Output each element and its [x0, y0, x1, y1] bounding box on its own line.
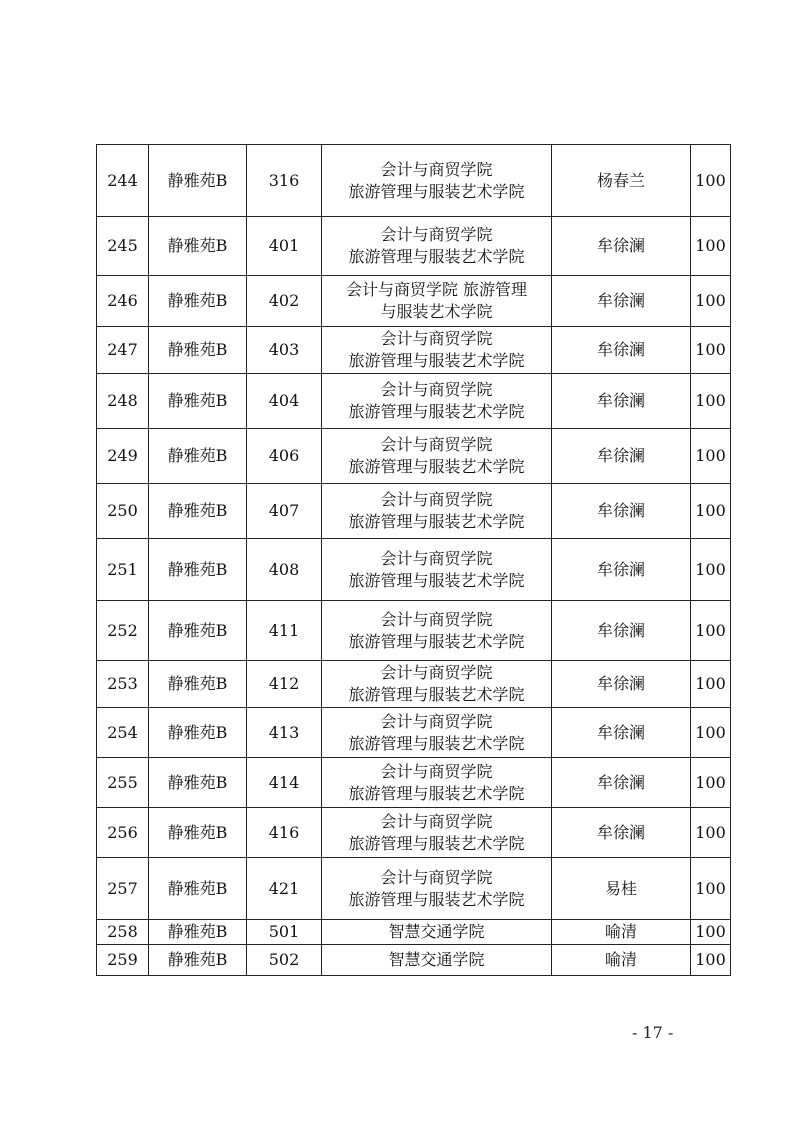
- room-number: 502: [247, 945, 322, 976]
- building-name: 静雅苑B: [149, 858, 247, 920]
- building-name: 静雅苑B: [149, 327, 247, 374]
- college-name: [322, 374, 552, 429]
- table-row: [97, 808, 731, 858]
- room-number: 501: [247, 920, 322, 945]
- college-line: 旅游管理与服装艺术学院: [348, 833, 525, 853]
- college-name: [322, 145, 552, 217]
- college-name: [322, 539, 552, 601]
- table-row: [97, 374, 731, 429]
- responsible-person: 牟徐澜: [552, 758, 691, 808]
- score: 100: [691, 374, 731, 429]
- score: 100: [691, 327, 731, 374]
- responsible-person: 牟徐澜: [552, 601, 691, 661]
- row-number: 246: [97, 276, 149, 327]
- college-name: [322, 661, 552, 708]
- room-number: 404: [247, 374, 322, 429]
- college-line: 会计与商贸学院: [380, 225, 493, 244]
- row-number: 251: [97, 539, 149, 601]
- room-number: 407: [247, 484, 322, 539]
- college-line: 会计与商贸学院 旅游管理: [345, 280, 528, 299]
- building-name: 静雅苑B: [149, 374, 247, 429]
- inspection-table: [96, 144, 731, 976]
- college-line: 旅游管理与服装艺术学院: [348, 402, 525, 421]
- room-number: 416: [247, 808, 322, 858]
- room-number: 411: [247, 601, 322, 661]
- college-line: 智慧交通学院: [388, 950, 485, 969]
- table-row: [97, 945, 731, 976]
- room-number: 408: [247, 539, 322, 601]
- row-number: 256: [97, 808, 149, 858]
- score: 100: [691, 276, 731, 327]
- college-name: [322, 808, 552, 858]
- responsible-person: 喻清: [552, 920, 691, 945]
- table-row: [97, 276, 731, 327]
- table-row: [97, 327, 731, 374]
- college-line: 旅游管理与服装艺术学院: [348, 351, 525, 370]
- college-name: [322, 758, 552, 808]
- score: 100: [691, 429, 731, 484]
- room-number: 403: [247, 327, 322, 374]
- row-number: 253: [97, 661, 149, 708]
- college-name: [322, 945, 552, 976]
- score: 100: [691, 145, 731, 217]
- college-line: 会计与商贸学院: [380, 329, 493, 348]
- room-number: 401: [247, 217, 322, 276]
- row-number: 247: [97, 327, 149, 374]
- college-line: 会计与商贸学院: [380, 159, 493, 179]
- college-line: 会计与商贸学院: [380, 811, 493, 831]
- room-number: 316: [247, 145, 322, 217]
- row-number: 255: [97, 758, 149, 808]
- room-number: 414: [247, 758, 322, 808]
- college-line: 旅游管理与服装艺术学院: [348, 457, 525, 476]
- room-number: 412: [247, 661, 322, 708]
- college-line: 会计与商贸学院: [380, 380, 493, 399]
- college-line: 会计与商贸学院: [380, 490, 493, 509]
- college-line: 旅游管理与服装艺术学院: [348, 181, 525, 201]
- responsible-person: 牟徐澜: [552, 276, 691, 327]
- building-name: 静雅苑B: [149, 601, 247, 661]
- responsible-person: 牟徐澜: [552, 539, 691, 601]
- college-name: [322, 429, 552, 484]
- room-number: 406: [247, 429, 322, 484]
- room-number: 402: [247, 276, 322, 327]
- college-line: 旅游管理与服装艺术学院: [348, 733, 525, 753]
- college-line: 旅游管理与服装艺术学院: [348, 685, 525, 704]
- room-number: 413: [247, 708, 322, 758]
- table-row: [97, 145, 731, 217]
- college-line: 旅游管理与服装艺术学院: [348, 247, 525, 266]
- college-name: [322, 276, 552, 327]
- building-name: 静雅苑B: [149, 539, 247, 601]
- score: 100: [691, 539, 731, 601]
- college-line: 旅游管理与服装艺术学院: [348, 889, 525, 909]
- row-number: 257: [97, 858, 149, 920]
- college-name: [322, 217, 552, 276]
- score: 100: [691, 708, 731, 758]
- score: 100: [691, 945, 731, 976]
- building-name: 静雅苑B: [149, 217, 247, 276]
- building-name: 静雅苑B: [149, 429, 247, 484]
- row-number: 245: [97, 217, 149, 276]
- table-row: [97, 484, 731, 539]
- responsible-person: 牟徐澜: [552, 374, 691, 429]
- score: 100: [691, 217, 731, 276]
- building-name: 静雅苑B: [149, 145, 247, 217]
- responsible-person: 牟徐澜: [552, 429, 691, 484]
- score: 100: [691, 484, 731, 539]
- row-number: 249: [97, 429, 149, 484]
- college-line: 智慧交通学院: [388, 922, 485, 941]
- college-line: 与服装艺术学院: [380, 302, 493, 321]
- table-row: [97, 601, 731, 661]
- page-number: - 17 -: [632, 1023, 674, 1042]
- college-line: 旅游管理与服装艺术学院: [348, 783, 525, 803]
- college-name: [322, 484, 552, 539]
- table-row: [97, 217, 731, 276]
- building-name: 静雅苑B: [149, 484, 247, 539]
- table-row: [97, 661, 731, 708]
- responsible-person: 牟徐澜: [552, 217, 691, 276]
- row-number: 259: [97, 945, 149, 976]
- college-name: [322, 920, 552, 945]
- row-number: 244: [97, 145, 149, 217]
- college-line: 会计与商贸学院: [380, 663, 493, 682]
- college-line: 旅游管理与服装艺术学院: [348, 631, 525, 651]
- score: 100: [691, 601, 731, 661]
- responsible-person: 牟徐澜: [552, 484, 691, 539]
- responsible-person: 牟徐澜: [552, 661, 691, 708]
- table-row: [97, 539, 731, 601]
- college-line: 会计与商贸学院: [380, 711, 493, 731]
- table-row: [97, 708, 731, 758]
- row-number: 250: [97, 484, 149, 539]
- college-name: [322, 858, 552, 920]
- responsible-person: 牟徐澜: [552, 327, 691, 374]
- score: 100: [691, 758, 731, 808]
- table-row: [97, 758, 731, 808]
- building-name: 静雅苑B: [149, 661, 247, 708]
- table-row: [97, 920, 731, 945]
- row-number: 258: [97, 920, 149, 945]
- college-name: [322, 327, 552, 374]
- row-number: 252: [97, 601, 149, 661]
- building-name: 静雅苑B: [149, 808, 247, 858]
- college-line: 会计与商贸学院: [380, 435, 493, 454]
- room-number: 421: [247, 858, 322, 920]
- college-name: [322, 601, 552, 661]
- college-line: 会计与商贸学院: [380, 609, 493, 629]
- building-name: 静雅苑B: [149, 945, 247, 976]
- building-name: 静雅苑B: [149, 276, 247, 327]
- score: 100: [691, 661, 731, 708]
- table-row: [97, 429, 731, 484]
- table-body: [97, 145, 731, 976]
- responsible-person: 喻清: [552, 945, 691, 976]
- row-number: 248: [97, 374, 149, 429]
- college-line: 会计与商贸学院: [380, 867, 493, 887]
- college-line: 旅游管理与服装艺术学院: [348, 512, 525, 531]
- responsible-person: 牟徐澜: [552, 808, 691, 858]
- college-line: 旅游管理与服装艺术学院: [348, 570, 525, 590]
- building-name: 静雅苑B: [149, 708, 247, 758]
- responsible-person: 易桂: [552, 858, 691, 920]
- row-number: 254: [97, 708, 149, 758]
- table-row: [97, 858, 731, 920]
- responsible-person: 牟徐澜: [552, 708, 691, 758]
- building-name: 静雅苑B: [149, 758, 247, 808]
- score: 100: [691, 808, 731, 858]
- college-name: [322, 708, 552, 758]
- college-line: 会计与商贸学院: [380, 761, 493, 781]
- score: 100: [691, 858, 731, 920]
- responsible-person: 杨春兰: [552, 145, 691, 217]
- building-name: 静雅苑B: [149, 920, 247, 945]
- score: 100: [691, 920, 731, 945]
- college-line: 会计与商贸学院: [380, 548, 493, 568]
